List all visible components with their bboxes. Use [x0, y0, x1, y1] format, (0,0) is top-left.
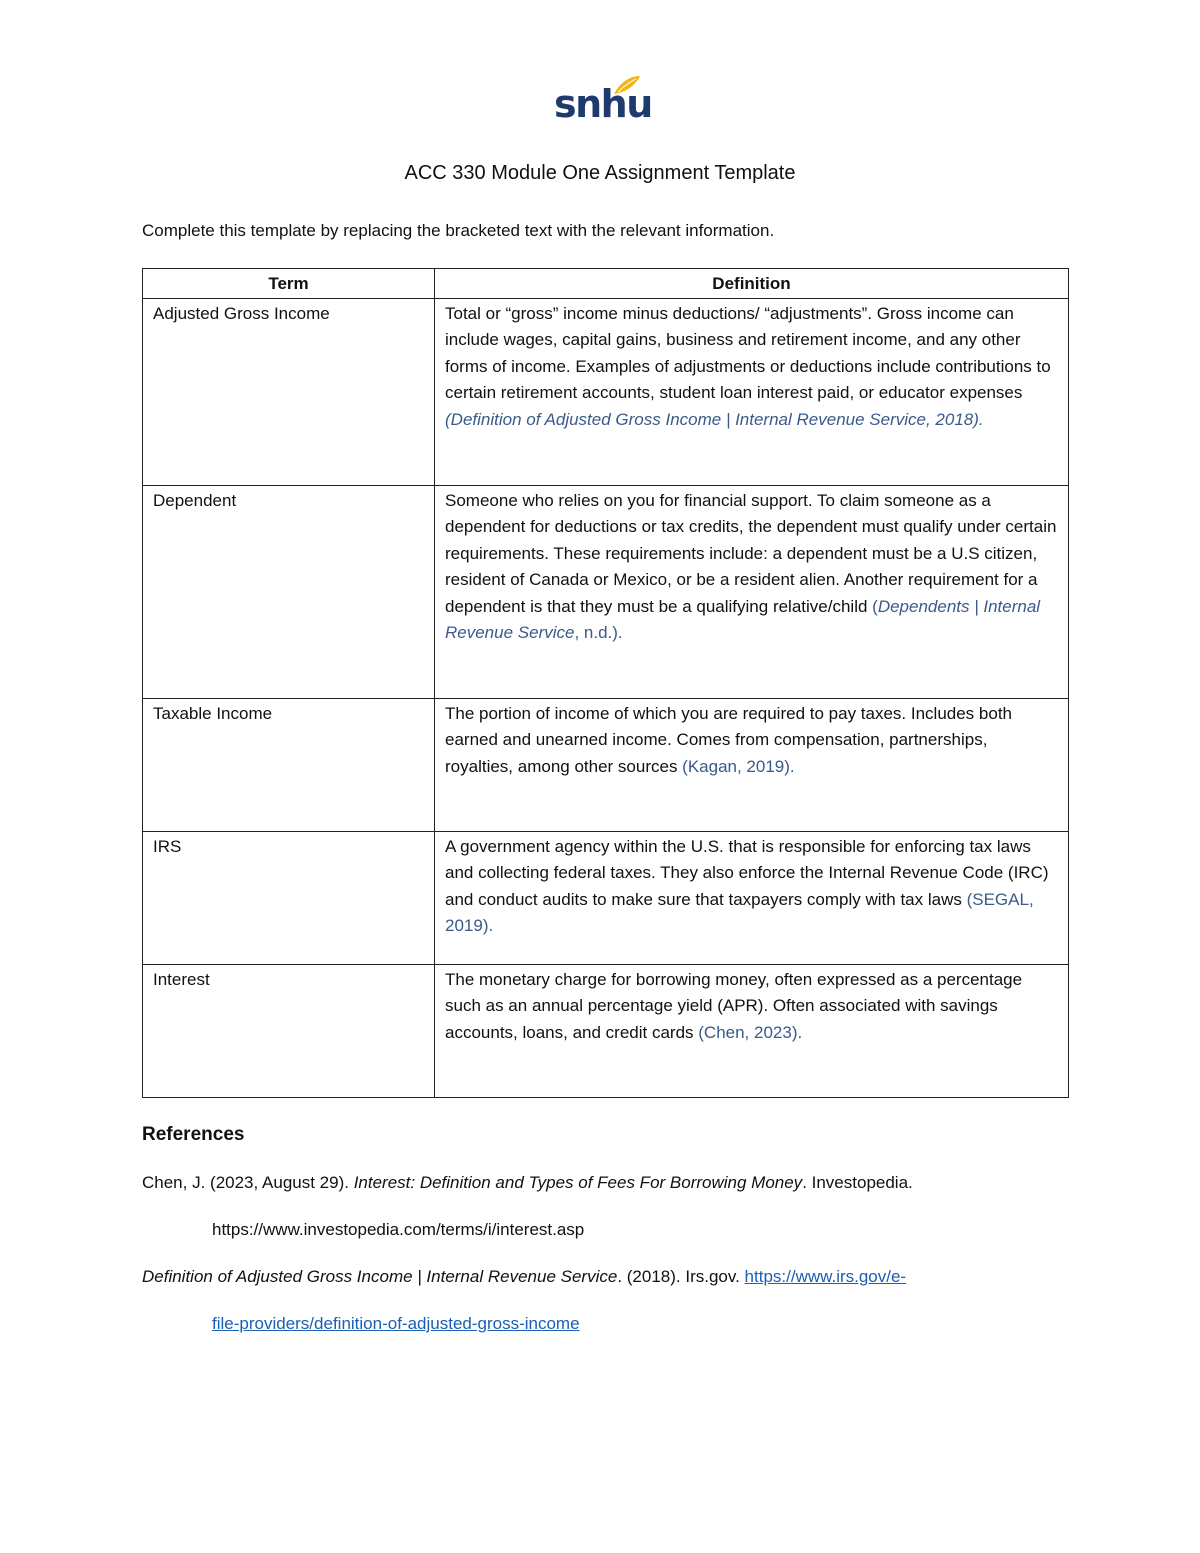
term-cell: Dependent	[143, 485, 435, 698]
reference-suffix: . Investopedia.	[802, 1173, 913, 1192]
table-row	[143, 831, 1069, 964]
definitions-table	[142, 268, 1069, 1098]
reference-title: Interest: Definition and Types of Fees For Borrowing Money	[353, 1173, 803, 1192]
table-row	[143, 698, 1069, 831]
citation: (Definition of Adjusted Gross Income | Internal Revenue Service, 2018).	[445, 409, 984, 429]
reference-suffix: . (2018). Irs.gov.	[617, 1267, 745, 1286]
reference-link[interactable]: https://www.irs.gov/e-	[744, 1267, 907, 1286]
references-heading: References	[142, 1124, 245, 1145]
term-column-header: Term	[143, 269, 435, 299]
definition-cell	[435, 698, 1069, 831]
page-title: ACC 330 Module One Assignment Template	[404, 162, 796, 184]
reference-link-continuation	[212, 1311, 1142, 1337]
reference-link[interactable]: file-providers/definition-of-adjusted-gross-income	[212, 1314, 580, 1333]
definition-column-header: Definition	[435, 269, 1069, 299]
citation: (Kagan, 2019).	[682, 756, 795, 776]
reference-entry	[142, 1264, 1072, 1290]
citation-rest: , n.d.).	[574, 623, 623, 642]
table-row	[143, 964, 1069, 1097]
reference-url: https://www.investopedia.com/terms/i/interest.asp	[212, 1220, 585, 1239]
definition-cell	[435, 964, 1069, 1097]
intro-text: Complete this template by replacing the bracketed text with the relevant information.	[142, 221, 775, 240]
citation-open: (	[872, 596, 878, 616]
definition-text: Someone who relies on you for financial support. To claim someone as a dependent for deductions or tax credits, the dependent must qualify under certain requirements. These requirements include: a dependent must be a U.S citizen, resident of Canada or Mexico, or be a resident alien. Another requirement for a dependent is that they must be a qualifying relative/child	[445, 490, 1057, 616]
term-cell: IRS	[143, 831, 435, 964]
term-cell: Taxable Income	[143, 698, 435, 831]
citation: (Chen, 2023).	[698, 1022, 803, 1042]
logo-text: snhu	[554, 82, 652, 126]
definition-text: Total or “gross” income minus deductions/ “adjustments”. Gross income can include wages, capital gains, business and retirement income, and any other forms of income. Examples of adjustments or deductions include contributions to certain retirement accounts, student loan interest paid, or educator expenses	[445, 303, 1051, 402]
definition-cell	[435, 485, 1069, 698]
snhu-logo	[554, 74, 652, 134]
table-row	[143, 298, 1069, 485]
reference-entry	[142, 1170, 1072, 1196]
definition-text: A government agency within the U.S. that is responsible for enforcing tax laws and collecting federal taxes. They also enforce the Internal Revenue Code (IRC) and conduct audits to make sure that taxpayers comply with tax laws	[445, 836, 1049, 909]
term-cell: Interest	[143, 964, 435, 1097]
table-row	[143, 485, 1069, 698]
term-cell: Adjusted Gross Income	[143, 298, 435, 485]
definition-cell	[435, 298, 1069, 485]
citation: (SEGAL, 2019).	[445, 889, 1034, 935]
citation-title: Dependents | Internal Revenue Service	[445, 596, 1041, 642]
reference-prefix: Chen, J. (2023, August 29).	[142, 1173, 354, 1192]
definition-text: The monetary charge for borrowing money, often expressed as a percentage such as an annual percentage yield (APR). Often associated with savings accounts, loans, and credit cards	[445, 969, 1023, 1042]
definition-text: The portion of income of which you are required to pay taxes. Includes both earned and unearned income. Comes from compensation, partnerships, royalties, among other sources	[445, 703, 1012, 776]
definition-cell	[435, 831, 1069, 964]
table-header-row	[143, 269, 1069, 299]
reference-title: Definition of Adjusted Gross Income | Internal Revenue Service	[142, 1267, 618, 1286]
